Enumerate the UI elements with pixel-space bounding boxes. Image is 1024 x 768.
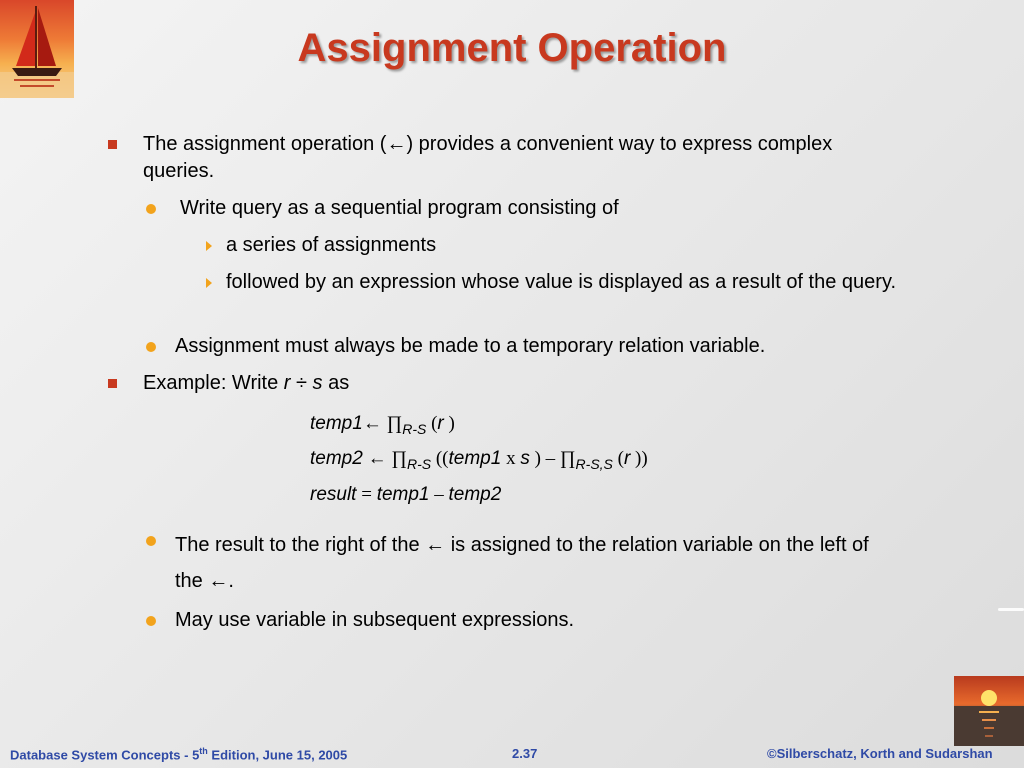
formula-temp1: temp1← $\prod_{R-S}$ (r ): [310, 413, 455, 437]
dot-bullet-icon: [146, 204, 156, 214]
arrow-bullet-icon: [206, 278, 212, 288]
bullet-assignment-operation: The assignment operation (←) provides a convenient way to express complex queries.: [143, 133, 833, 182]
square-bullet-icon: [108, 379, 117, 388]
bullet-result-assigned: The result to the right of the ← is assigned to the relation variable on the left of the ←.: [175, 534, 869, 592]
square-bullet-icon: [108, 140, 117, 149]
bullet-series-assignments: a series of assignments: [226, 234, 437, 256]
bullet-temporary-relation: Assignment must always be made to a temporary relation variable.: [175, 335, 766, 357]
decorative-line: [998, 608, 1024, 611]
formula-temp2: temp2 ← $\prod_{R-S}$ ((temp1 x s ) – $\prod_{R-S,S}$ (r )): [310, 448, 648, 472]
dot-bullet-icon: [146, 536, 156, 546]
arrow-bullet-icon: [206, 241, 212, 251]
sunset-image: [954, 676, 1024, 746]
bullet-subsequent-expressions: May use variable in subsequent expressions.: [175, 609, 575, 631]
slide-title: Assignment Operation: [297, 26, 727, 70]
bullet-sequential-program: Write query as a sequential program consisting of: [180, 197, 619, 219]
formula-result: result = temp1 – temp2: [310, 484, 502, 505]
dot-bullet-icon: [146, 342, 156, 352]
footer-book-title: Database System Concepts - 5th Edition, June 15, 2005: [10, 746, 348, 763]
dot-bullet-icon: [146, 616, 156, 626]
bullet-example: Example: Write r ÷ s as: [143, 372, 350, 394]
bullet-followed-by-expression: followed by an expression whose value is displayed as a result of the query.: [226, 271, 897, 293]
footer-copyright: ©Silberschatz, Korth and Sudarshan: [767, 746, 993, 761]
footer-page-number: 2.37: [512, 746, 538, 761]
